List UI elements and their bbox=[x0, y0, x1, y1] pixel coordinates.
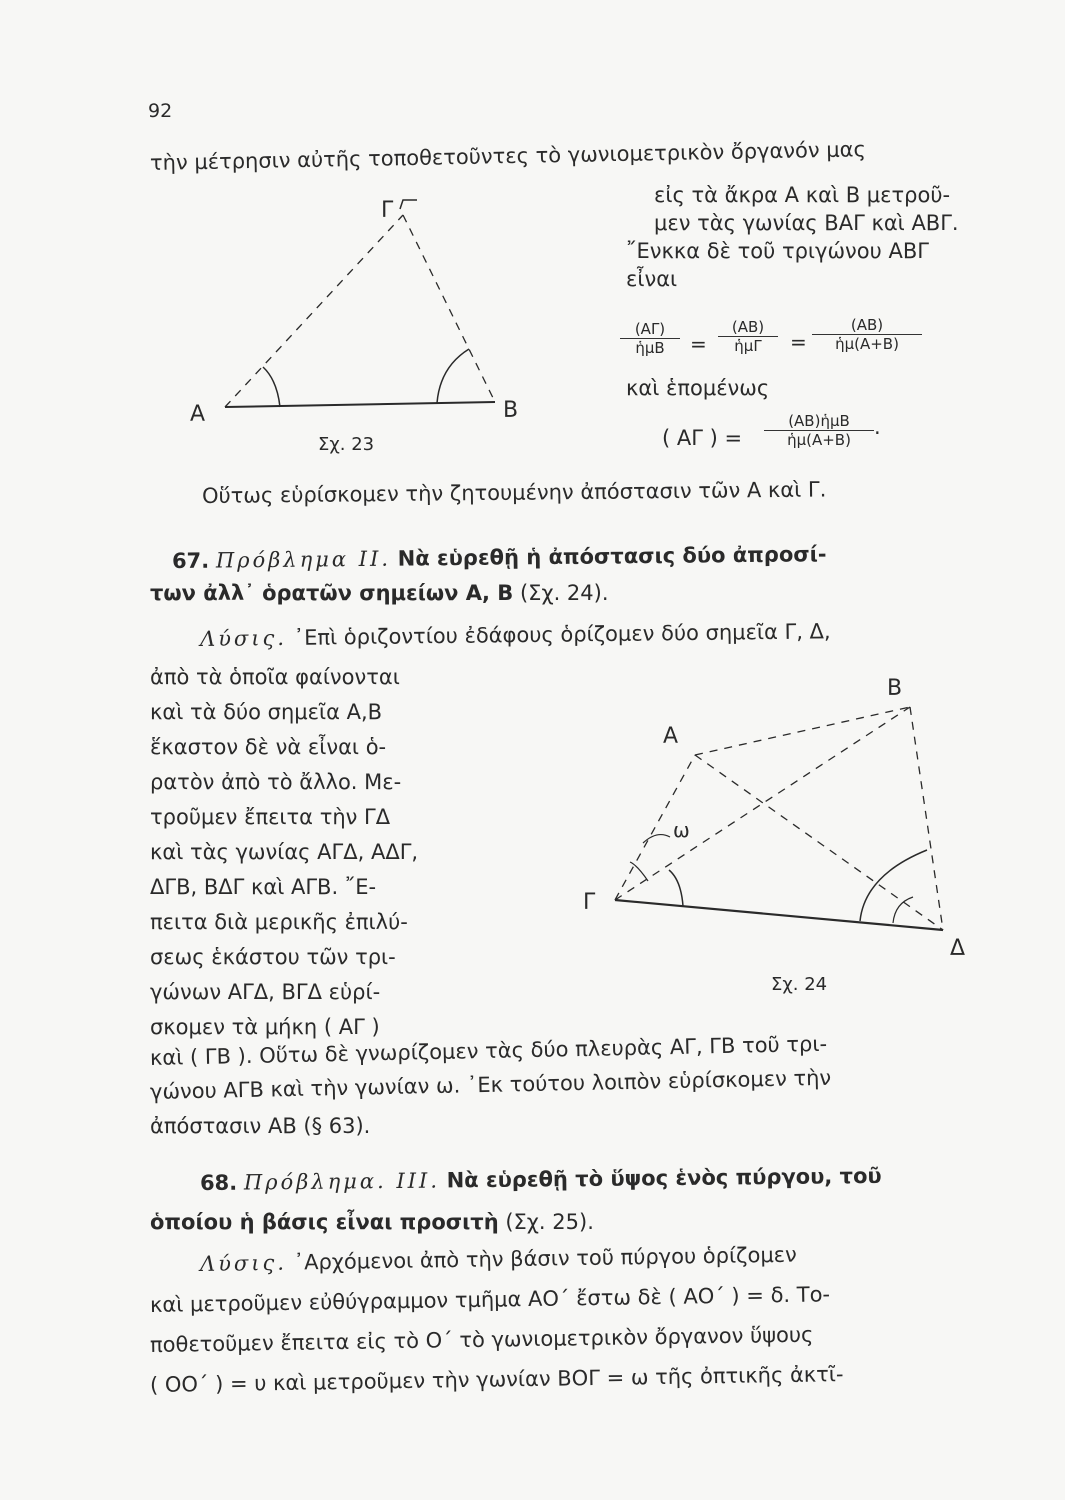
solution-word: Λύσις. bbox=[199, 1250, 288, 1276]
intro-line-6: καὶ ἑπομένως bbox=[626, 376, 770, 400]
solution-line: καὶ μετροῦμεν εὐθύγραμμον τμῆμα ΑΟ΄ ἔστω δὲ ( ΑΟ΄ ) = δ. Το- bbox=[149, 1282, 831, 1317]
narrow-line: σεως ἑκάστου τῶν τρι- bbox=[150, 945, 396, 969]
solution-line: ποθετοῦμεν ἔπειτα εἰς τὸ Ο΄ τὸ γωνιομετρικὸν ὄργανον ὕψους bbox=[149, 1322, 814, 1357]
fraction-denominator: ἡμ(Α+Β) bbox=[787, 431, 851, 449]
figure-label-g: Γ bbox=[381, 198, 394, 223]
intro-line-3: μεν τὰς γωνίας ΒΑΓ καὶ ΑΒΓ. bbox=[654, 211, 959, 235]
full-line: καὶ ( ΓΒ ). Οὕτω δὲ γνωρίζομεν τὰς δύο πλευρὰς ΑΓ, ΓΒ τοῦ τρι- bbox=[149, 1031, 828, 1070]
full-line: γώνου ΑΓΒ καὶ τὴν γωνίαν ω. ᾽Εκ τούτου λοιπὸν εὑρίσκομεν τὴν bbox=[149, 1065, 832, 1104]
fraction-ab-sin-sum bbox=[812, 316, 922, 353]
equals-sign-1: = bbox=[690, 332, 707, 356]
narrow-line: καὶ τὰς γωνίας ΑΓΔ, ΑΔΓ, bbox=[150, 840, 419, 864]
problem-name: Πρόβλημα. ΙΙΙ. bbox=[243, 1168, 441, 1195]
fraction-numerator: (ΑΒ) bbox=[812, 316, 922, 335]
figure-caption: Σχ. 24 bbox=[771, 974, 828, 995]
full-line: ἀπόστασιν ΑΒ (§ 63). bbox=[150, 1114, 371, 1138]
figure-label-d: Δ bbox=[950, 936, 966, 961]
problem-68-title-2 bbox=[150, 1209, 594, 1235]
problem-name: Πρόβλημα ΙΙ. bbox=[215, 546, 392, 573]
figure-label-omega: ω bbox=[673, 818, 690, 842]
solution-text: ᾽Επὶ ὁριζοντίου ἐδάφους ὁρίζομεν δύο σημεῖα Γ, Δ, bbox=[293, 619, 831, 650]
narrow-line: ἀπὸ τὰ ὁποῖα φαίνονται bbox=[150, 665, 400, 689]
figure-24 bbox=[575, 665, 985, 995]
fraction-ag-sinb bbox=[620, 320, 680, 357]
solution-line: ( ΟΟ΄ ) = υ καὶ μετροῦμεν τὴν γωνίαν ΒΟΓ = ω τῆς ὀπτικῆς ἀκτῖ- bbox=[149, 1362, 844, 1397]
problem-title-cont: ὁποίου ἡ βάσις εἶναι προσιτὴ bbox=[150, 1210, 499, 1234]
figure-caption: Σχ. 23 bbox=[318, 434, 375, 455]
narrow-line: καὶ τὰ δύο σημεῖα Α,Β bbox=[150, 700, 383, 724]
narrow-line: ἕκαστον δὲ νὰ εἶναι ὁ- bbox=[150, 735, 387, 759]
fraction-numerator: (ΑΓ) bbox=[620, 320, 680, 339]
fraction-numerator: (ΑΒ) bbox=[718, 318, 778, 337]
problem-67-solution bbox=[200, 618, 831, 652]
narrow-line: τροῦμεν ἔπειτα τὴν ΓΔ bbox=[150, 805, 391, 829]
result-fraction bbox=[764, 412, 874, 449]
figure-label-a: Α bbox=[190, 402, 206, 427]
problem-number: 67. bbox=[171, 548, 210, 573]
figure-label-a: Α bbox=[663, 724, 679, 749]
intro-conclusion: Οὕτως εὑρίσκομεν τὴν ζητουμένην ἀπόστασιν τῶν Α καὶ Γ. bbox=[201, 477, 827, 508]
figure-reference: (Σχ. 24). bbox=[519, 581, 609, 605]
problem-number: 68. bbox=[199, 1170, 238, 1195]
figure-label-g: Γ bbox=[583, 890, 596, 915]
narrow-line: ρατὸν ἀπὸ τὸ ἄλλο. Με- bbox=[150, 770, 402, 794]
fraction-denominator: ἡμΒ bbox=[635, 339, 665, 357]
figure-reference: (Σχ. 25). bbox=[505, 1210, 594, 1234]
narrow-line: γώνων ΑΓΔ, ΒΓΔ εὑρί- bbox=[150, 980, 381, 1004]
intro-line-5: εἶναι bbox=[626, 267, 678, 291]
solution-text: ᾽Αρχόμενοι ἀπὸ τὴν βάσιν τοῦ πύργου ὁρίζομεν bbox=[293, 1242, 797, 1275]
problem-68-solution bbox=[200, 1242, 797, 1277]
figure-23 bbox=[185, 195, 525, 465]
narrow-line: σκομεν τὰ μήκη ( ΑΓ ) bbox=[150, 1015, 380, 1039]
figure-label-b: Β bbox=[503, 398, 519, 423]
problem-title: Νὰ εὑρεθῇ ἡ ἀπόστασις δύο ἀπροσί- bbox=[397, 542, 827, 571]
fraction-numerator: (ΑΒ)ἡμΒ bbox=[764, 412, 874, 431]
problem-title: Νὰ εὑρεθῇ τὸ ὕψος ἑνὸς πύργου, τοῦ bbox=[446, 1163, 882, 1193]
solution-word: Λύσις. bbox=[199, 625, 288, 651]
fraction-denominator: ἡμΓ bbox=[734, 337, 762, 355]
intro-line-1: τὴν μέτρησιν αὐτῆς τοποθετοῦντες τὸ γωνιομετρικὸν ὄργανόν μας bbox=[149, 137, 867, 175]
narrow-line: πειτα διὰ μερικῆς ἐπιλύ- bbox=[150, 910, 408, 934]
result-period: . bbox=[874, 415, 881, 439]
narrow-line: ΔΓΒ, ΒΔΓ καὶ ΑΓΒ. ῎Ε- bbox=[150, 875, 377, 899]
result-lhs: ( ΑΓ ) = bbox=[662, 426, 743, 450]
page-number: 92 bbox=[148, 100, 173, 122]
problem-67-title bbox=[172, 541, 827, 574]
problem-67-title-2 bbox=[150, 580, 609, 606]
intro-line-2: εἰς τὰ ἄκρα Α καὶ Β μετροῦ- bbox=[654, 183, 951, 207]
problem-title-cont: των ἀλλ᾽ ὁρατῶν σημείων Α, Β bbox=[150, 581, 514, 605]
fraction-denominator: ἡμ(Α+Β) bbox=[835, 335, 899, 353]
fraction-ab-sing bbox=[718, 318, 778, 355]
figure-label-b: Β bbox=[887, 676, 903, 701]
problem-68-title bbox=[200, 1163, 882, 1196]
equals-sign-2: = bbox=[790, 330, 807, 354]
intro-line-4: ῎Ενκκα δὲ τοῦ τριγώνου ΑΒΓ bbox=[626, 239, 929, 263]
